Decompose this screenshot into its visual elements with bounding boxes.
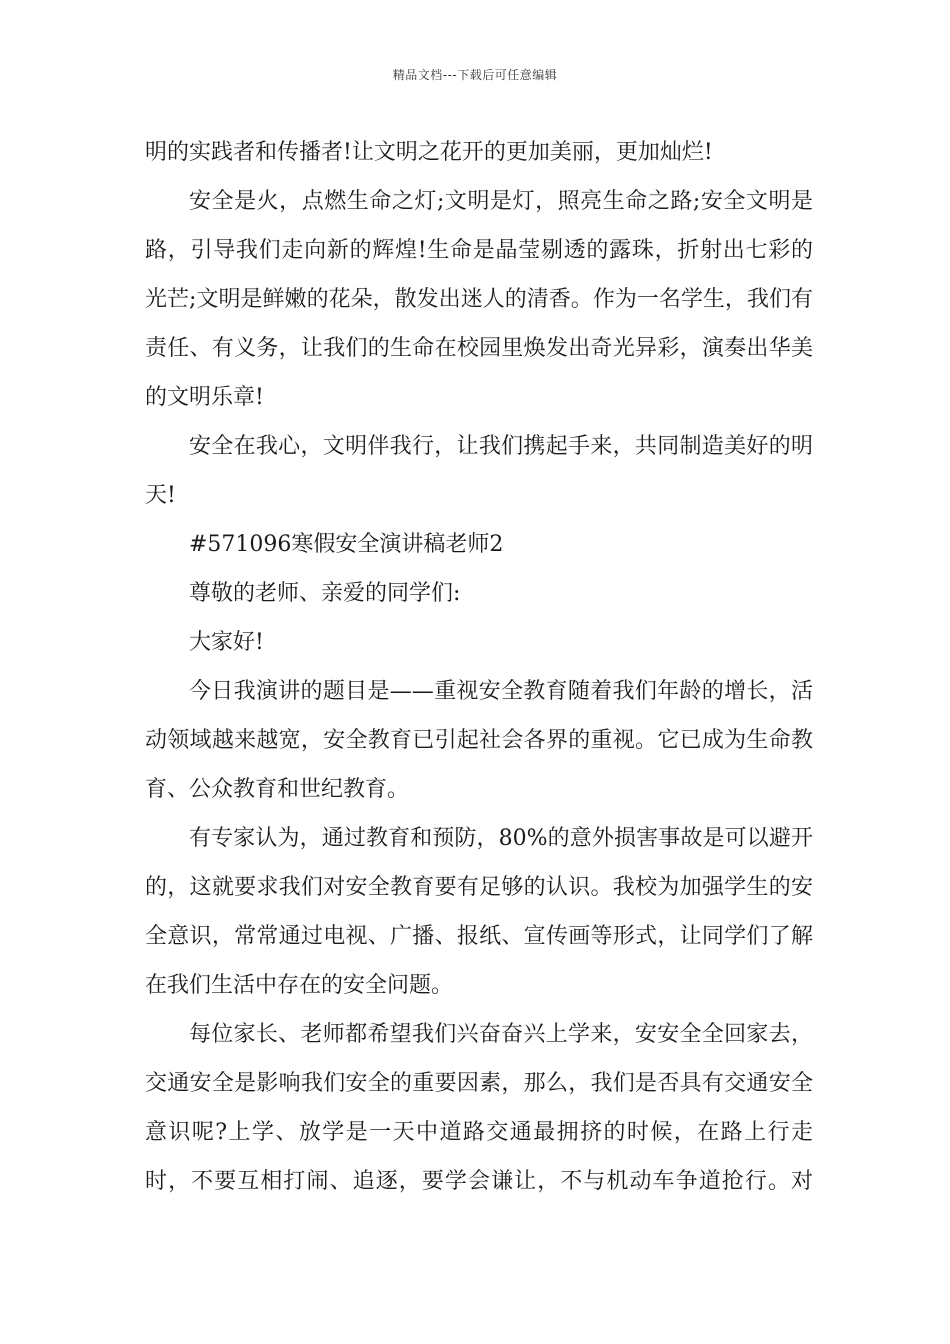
paragraph-continuation: 明的实践者和传播者!让文明之花开的更加美丽，更加灿烂! [145,140,713,165]
paragraph-topic: 今日我演讲的题目是——重视安全教育随着我们年龄的增长，活动领域越来越宽，安全教育已引起社会各界的重视。它已成为生命教育、公众教育和世纪教育。 [145,679,813,802]
paragraph-safety-fire: 安全是火，点燃生命之灯;文明是灯，照亮生命之路;安全文明是路，引导我们走向新的辉煌!生命是晶莹剔透的露珠，折射出七彩的光芒;文明是鲜嫩的花朵，散发出迷人的清香。作为一名学生，我们有责任、有义务，让我们的生命在校园里焕发出奇光异彩，演奏出华美的文明乐章! [145,189,813,410]
greeting: 大家好! [189,630,264,655]
paragraph-experts: 有专家认为，通过教育和预防，80%的意外损害事故是可以避开的，这就要求我们对安全教育要有足够的认识。我校为加强学生的安全意识，常常通过电视、广播、报纸、宣传画等形式，让同学们了解在我们生活中存在的安全问题。 [145,826,813,998]
document-body [145,128,813,1206]
paragraph-traffic: 每位家长、老师都希望我们兴奋奋兴上学来，安安全全回家去，交通安全是影响我们安全的重要因素，那么，我们是否具有交通安全意识呢?上学、放学是一天中道路交通最拥挤的时候，在路上行走时，不要互相打闹、追逐，要学会谦让，不与机动车争道抢行。对 [145,1022,813,1194]
paragraph-safety-heart: 安全在我心，文明伴我行，让我们携起手来，共同制造美好的明天! [145,434,813,508]
salutation: 尊敬的老师、亲爱的同学们: [189,581,461,606]
section-title: #571096寒假安全演讲稿老师2 [189,532,504,557]
page-header: 精品文档---下载后可任意编辑 [392,68,558,82]
